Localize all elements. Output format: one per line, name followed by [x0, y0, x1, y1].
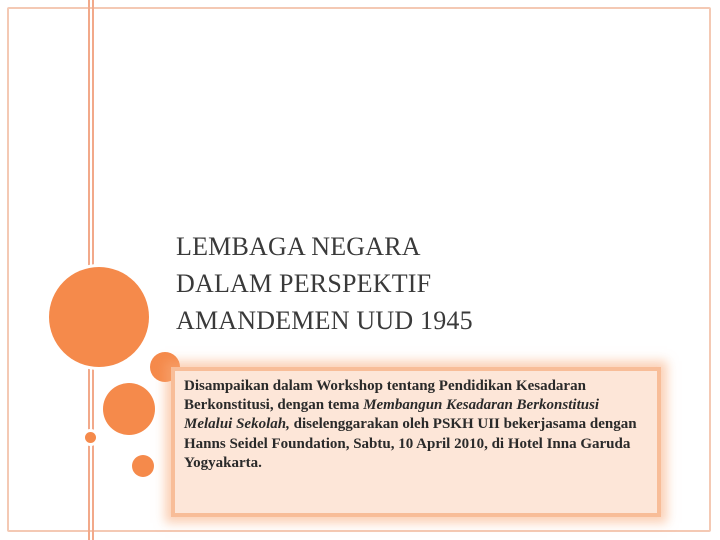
medium-circle-decoration [103, 383, 155, 435]
large-circle-decoration [49, 267, 149, 367]
title-line: LEMBAGA NEGARA [176, 232, 421, 261]
slide-title [176, 228, 676, 339]
title-line: DALAM PERSPEKTIF [176, 269, 432, 298]
subtitle-part2: diselenggarakan oleh PSKH UII bekerjasama dengan Hanns Seidel Foundation, Sabtu, 10 April 2010, di Hotel Inna Garuda Yogyakarta. [184, 416, 637, 471]
subtitle-emphasis: Membangun Kesadaran Berkonstitusi Melalui Sekolah, [184, 397, 600, 433]
tiny-circle-decoration [85, 432, 96, 443]
subtitle-part1: Disampaikan dalam Workshop tentang Pendidikan Kesadaran Berkonstitusi, dengan tema [184, 378, 586, 414]
small-circle-decoration-bottom [132, 455, 154, 477]
subtitle-text [184, 377, 647, 473]
title-line: AMANDEMEN UUD 1945 [176, 306, 473, 335]
subtitle-box [171, 367, 661, 517]
